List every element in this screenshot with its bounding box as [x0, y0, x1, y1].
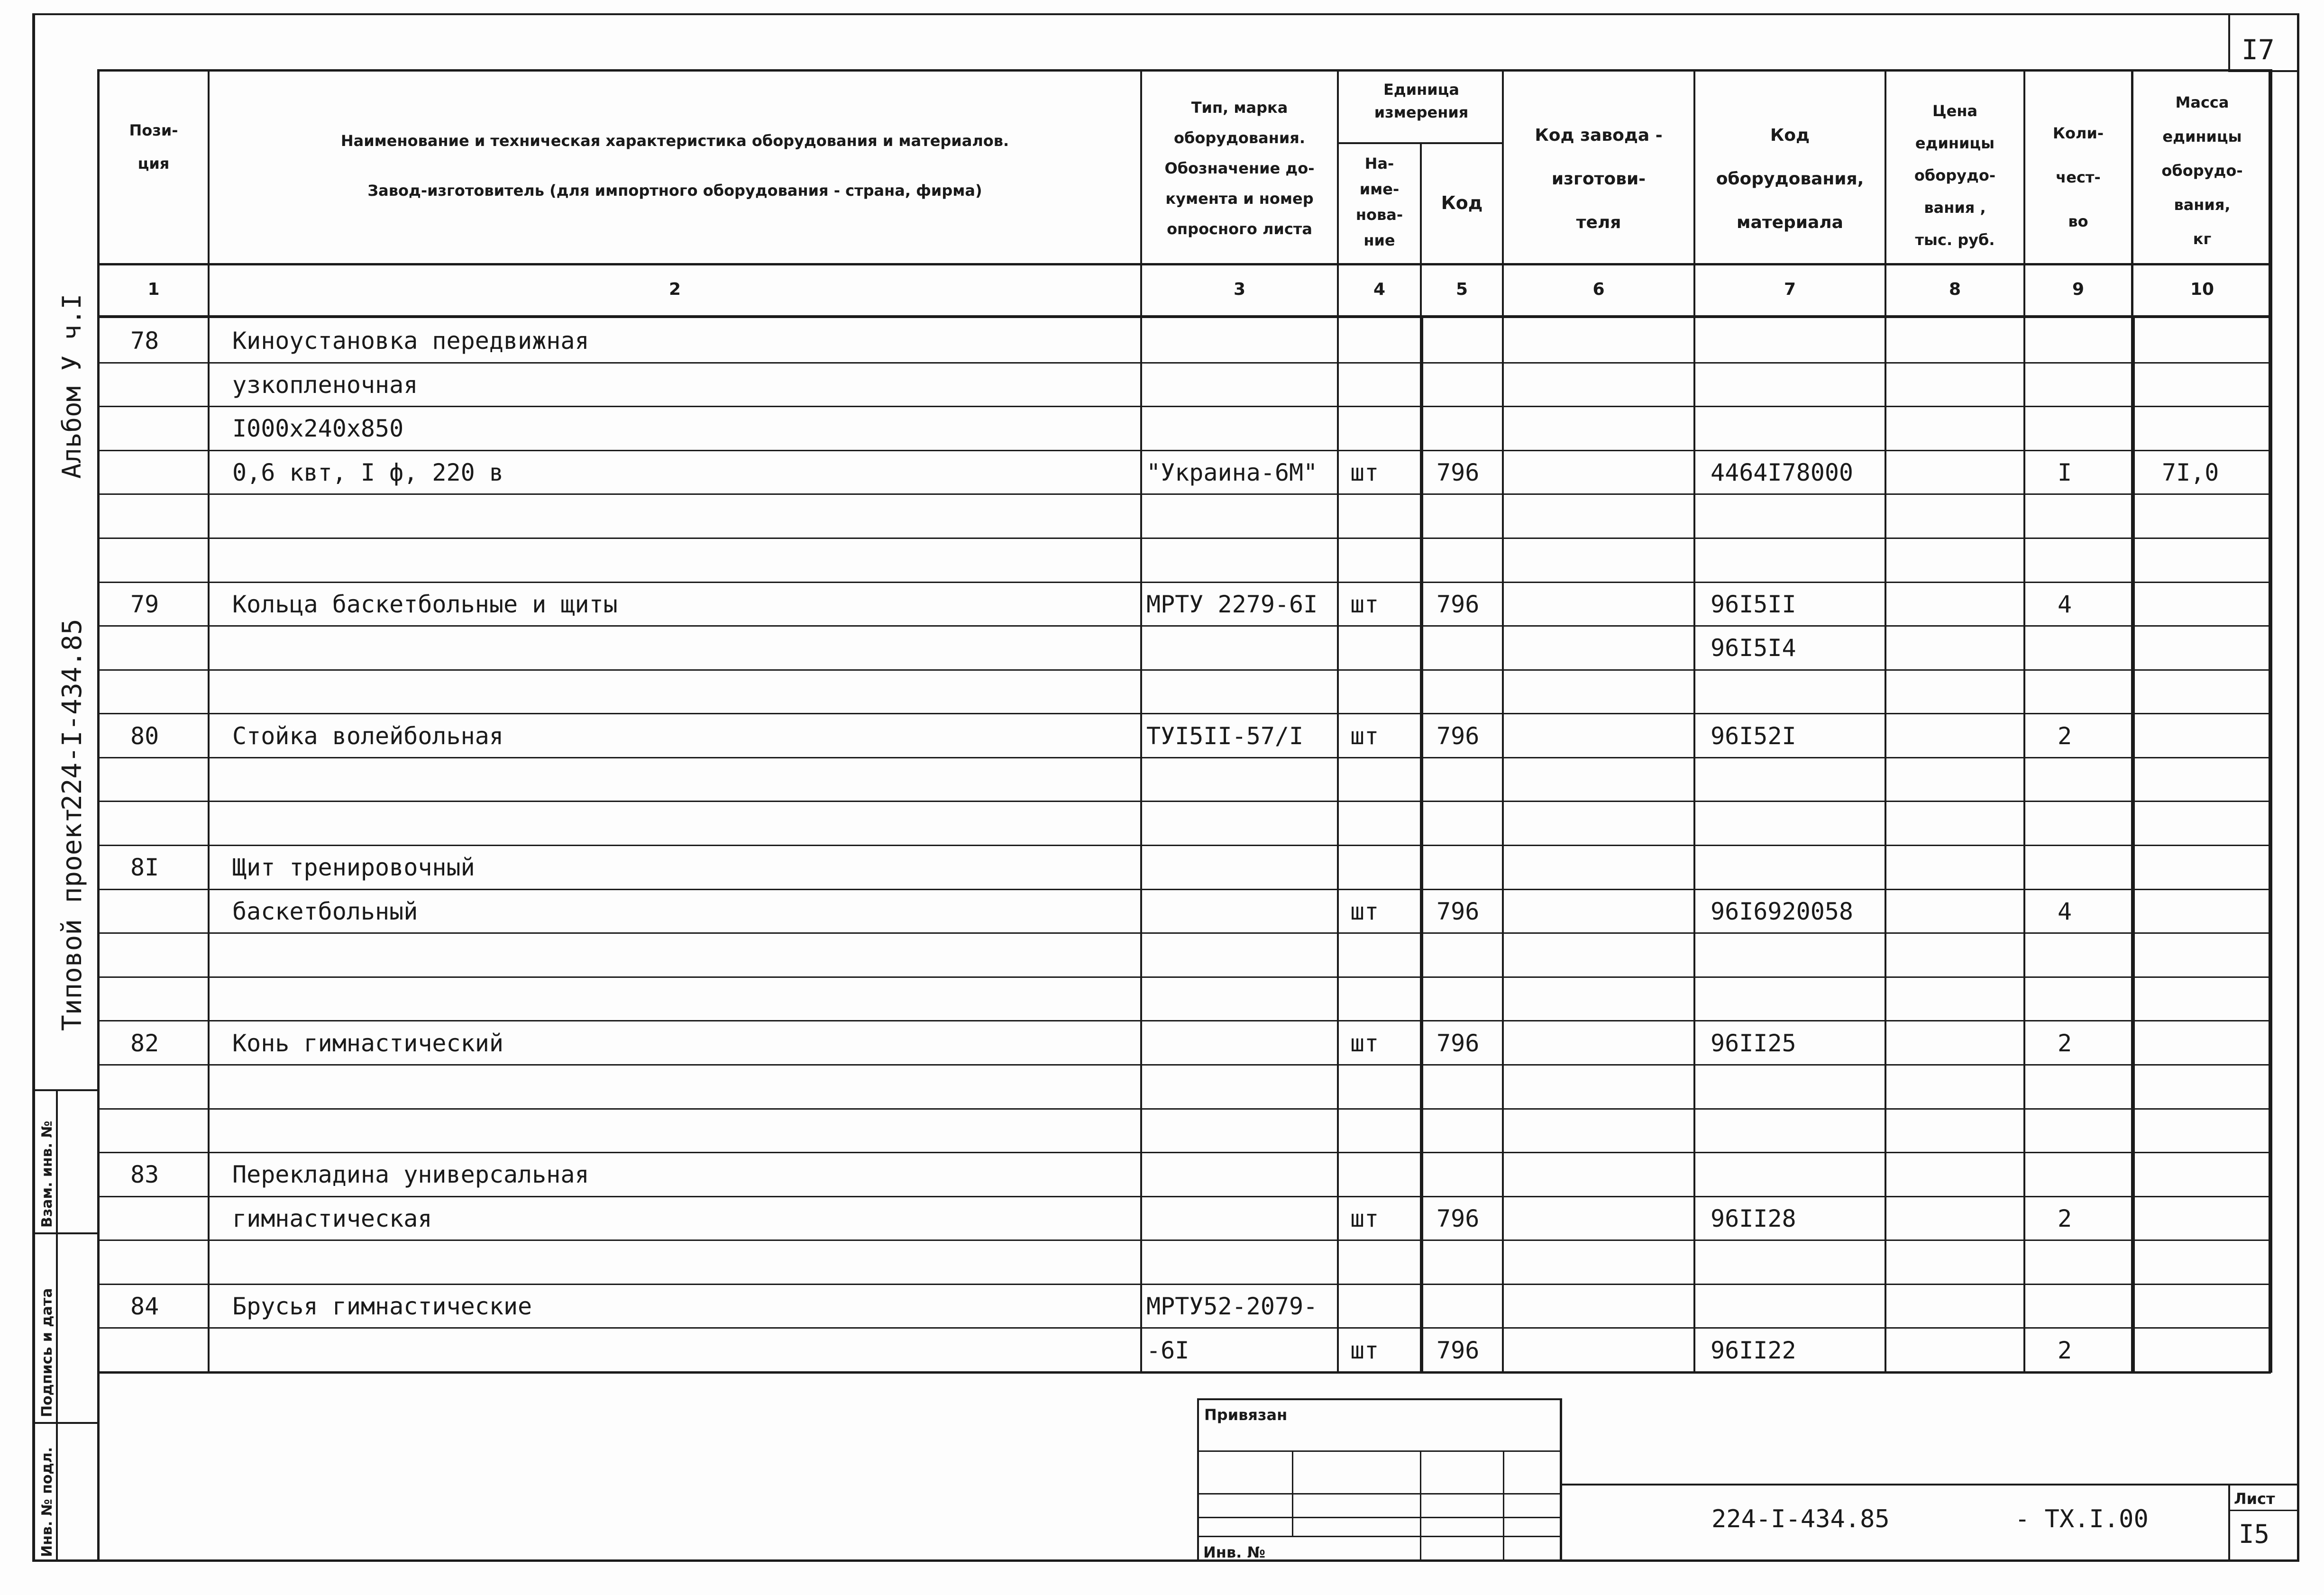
header-unit-name: На- име- нова- ние	[1355, 155, 1403, 249]
row-qty: 2	[2058, 722, 2072, 750]
doc-suffix: - ТХ.I.00	[2015, 1505, 2149, 1533]
colnum-3: 3	[1233, 280, 1246, 299]
inv-label: Инв. №	[1203, 1543, 1265, 1561]
row-equip-code: 4464I78000	[1711, 459, 1854, 486]
row-name: Кольца баскетбольные и щиты	[232, 591, 618, 618]
row-equip-code: 96II22	[1711, 1337, 1796, 1364]
row-name: Брусья гимнастические	[232, 1293, 532, 1320]
row-code: 796	[1436, 591, 1480, 618]
row-divider	[100, 538, 2271, 539]
side-project-code: 224-I-434.85	[57, 619, 88, 811]
colnum-4: 4	[1373, 280, 1386, 299]
row-qty: 2	[2058, 1337, 2072, 1364]
row-type: ТУI5II-57/I	[1146, 722, 1304, 750]
colnum-10: 10	[2190, 280, 2214, 299]
row-code: 796	[1436, 1337, 1480, 1364]
row-name: 0,6 квт, I ф, 220 в	[232, 459, 503, 486]
row-divider	[100, 845, 2271, 846]
row-divider	[100, 932, 2271, 934]
header-type: Тип, марка оборудования. Обозначение до- кумента и номер опросного листа	[1164, 99, 1315, 238]
colnum-6: 6	[1592, 280, 1605, 299]
row-code: 796	[1436, 1205, 1480, 1232]
row-equip-code: 96I6920058	[1711, 898, 1854, 925]
sheet-number: I5	[2239, 1519, 2270, 1549]
colnum-2: 2	[668, 280, 681, 299]
side-project-type: Типовой проект	[57, 807, 88, 1031]
sheet-label: Лист	[2234, 1490, 2275, 1508]
header-price: Цена единицы оборудо- вания , тыс. руб.	[1914, 102, 1996, 249]
row-divider	[100, 1240, 2271, 1241]
row-equip-code: 96II25	[1711, 1030, 1796, 1057]
row-type: МРТУ52-2079-	[1146, 1293, 1318, 1320]
row-position: 84	[130, 1293, 159, 1320]
row-name: Киноустановка передвижная	[232, 327, 589, 355]
row-name: гимнастическая	[232, 1205, 432, 1232]
header-unit-group: Единица измерения	[1374, 81, 1469, 121]
stamp-signature-date: Подпись и дата	[39, 1288, 55, 1417]
row-qty: I	[2058, 459, 2072, 486]
row-unit: шт	[1350, 1337, 1379, 1364]
row-divider	[100, 757, 2271, 758]
row-qty: 2	[2058, 1205, 2072, 1232]
row-divider	[100, 713, 2271, 714]
row-divider	[100, 1284, 2271, 1285]
colnum-7: 7	[1784, 280, 1796, 299]
colnum-8: 8	[1949, 280, 1961, 299]
row-name: Перекладина универсальная	[232, 1161, 589, 1188]
row-divider	[100, 1196, 2271, 1197]
row-position: 8I	[130, 854, 159, 881]
header-qty: Коли- чест- во	[2052, 124, 2104, 230]
row-code: 796	[1436, 459, 1480, 486]
outer-frame-bottom	[32, 1559, 2299, 1562]
header-mass: Масса единицы оборудо- вания, кг	[2161, 93, 2243, 248]
row-name: узкопленочная	[232, 371, 418, 399]
row-divider	[100, 625, 2271, 627]
header-name: Наименование и техническая характеристика оборудования и материалов. Завод-изготовитель (для импортного оборудования - страна, фирма)	[340, 132, 1009, 200]
row-type: "Украина-6М"	[1146, 459, 1318, 486]
header-bottom-line	[97, 263, 2271, 265]
row-name: I000х240х850	[232, 415, 404, 442]
row-qty: 4	[2058, 898, 2072, 925]
row-divider	[100, 1152, 2271, 1153]
row-name: баскетбольный	[232, 898, 418, 925]
row-unit: шт	[1350, 1205, 1379, 1232]
row-divider	[100, 1327, 2271, 1329]
row-position: 83	[130, 1161, 159, 1188]
side-album-label: Альбом У ч.I	[57, 293, 87, 479]
row-code: 796	[1436, 898, 1480, 925]
row-divider	[100, 976, 2271, 978]
row-code: 796	[1436, 722, 1480, 750]
stamp-original-inv: Инв. № подл.	[39, 1447, 55, 1557]
row-divider	[100, 1108, 2271, 1110]
doc-code: 224-I-434.85	[1711, 1505, 1890, 1533]
row-position: 78	[130, 327, 159, 355]
row-unit: шт	[1350, 459, 1379, 486]
row-divider	[100, 493, 2271, 495]
colnum-1: 1	[147, 280, 160, 299]
row-unit: шт	[1350, 722, 1379, 750]
colnum-9: 9	[2072, 280, 2085, 299]
row-divider	[100, 669, 2271, 671]
row-equip-code: 96I5II	[1711, 591, 1796, 618]
outer-frame-left	[32, 13, 35, 1561]
header-maker-code: Код завода - изготови- теля	[1535, 126, 1663, 232]
row-divider	[100, 889, 2271, 890]
outer-frame-top	[32, 13, 2299, 15]
row-type: МРТУ 2279-6I	[1146, 591, 1318, 618]
row-divider	[100, 1020, 2271, 1021]
row-unit: шт	[1350, 898, 1379, 925]
header-position: Пози- ция	[129, 121, 178, 173]
row-divider	[100, 406, 2271, 407]
row-divider	[100, 362, 2271, 364]
row-equip-code: 96I52I	[1711, 722, 1796, 750]
outer-frame-right	[2297, 13, 2299, 1561]
row-unit: шт	[1350, 591, 1379, 618]
header-unit-code: Код	[1441, 192, 1483, 213]
attached-label: Привязан	[1204, 1406, 1288, 1424]
stamp-replace-inv: Взам. инв. №	[39, 1121, 55, 1228]
row-position: 82	[130, 1030, 159, 1057]
row-unit: шт	[1350, 1030, 1379, 1057]
row-divider	[100, 450, 2271, 451]
top-sheet-number: I7	[2242, 34, 2275, 66]
row-equip-code: 96I5I4	[1711, 634, 1796, 662]
row-equip-code: 96II28	[1711, 1205, 1796, 1232]
header-equip-code: Код оборудования, материала	[1716, 126, 1864, 232]
colnum-bottom-line	[97, 315, 2271, 318]
table-frame-top	[97, 69, 2271, 72]
row-name: Щит тренировочный	[232, 854, 475, 881]
row-qty: 4	[2058, 591, 2072, 618]
row-name: Стойка волейбольная	[232, 722, 503, 750]
row-code: 796	[1436, 1030, 1480, 1057]
colnum-5: 5	[1455, 280, 1468, 299]
table-bottom-line	[97, 1371, 2271, 1374]
row-mass: 7I,0	[2162, 459, 2219, 486]
row-divider	[100, 582, 2271, 583]
row-position: 80	[130, 722, 159, 750]
row-type: -6I	[1146, 1337, 1189, 1364]
row-name: Конь гимнастический	[232, 1030, 503, 1057]
row-divider	[100, 801, 2271, 802]
row-position: 79	[130, 591, 159, 618]
row-qty: 2	[2058, 1030, 2072, 1057]
row-divider	[100, 1064, 2271, 1066]
